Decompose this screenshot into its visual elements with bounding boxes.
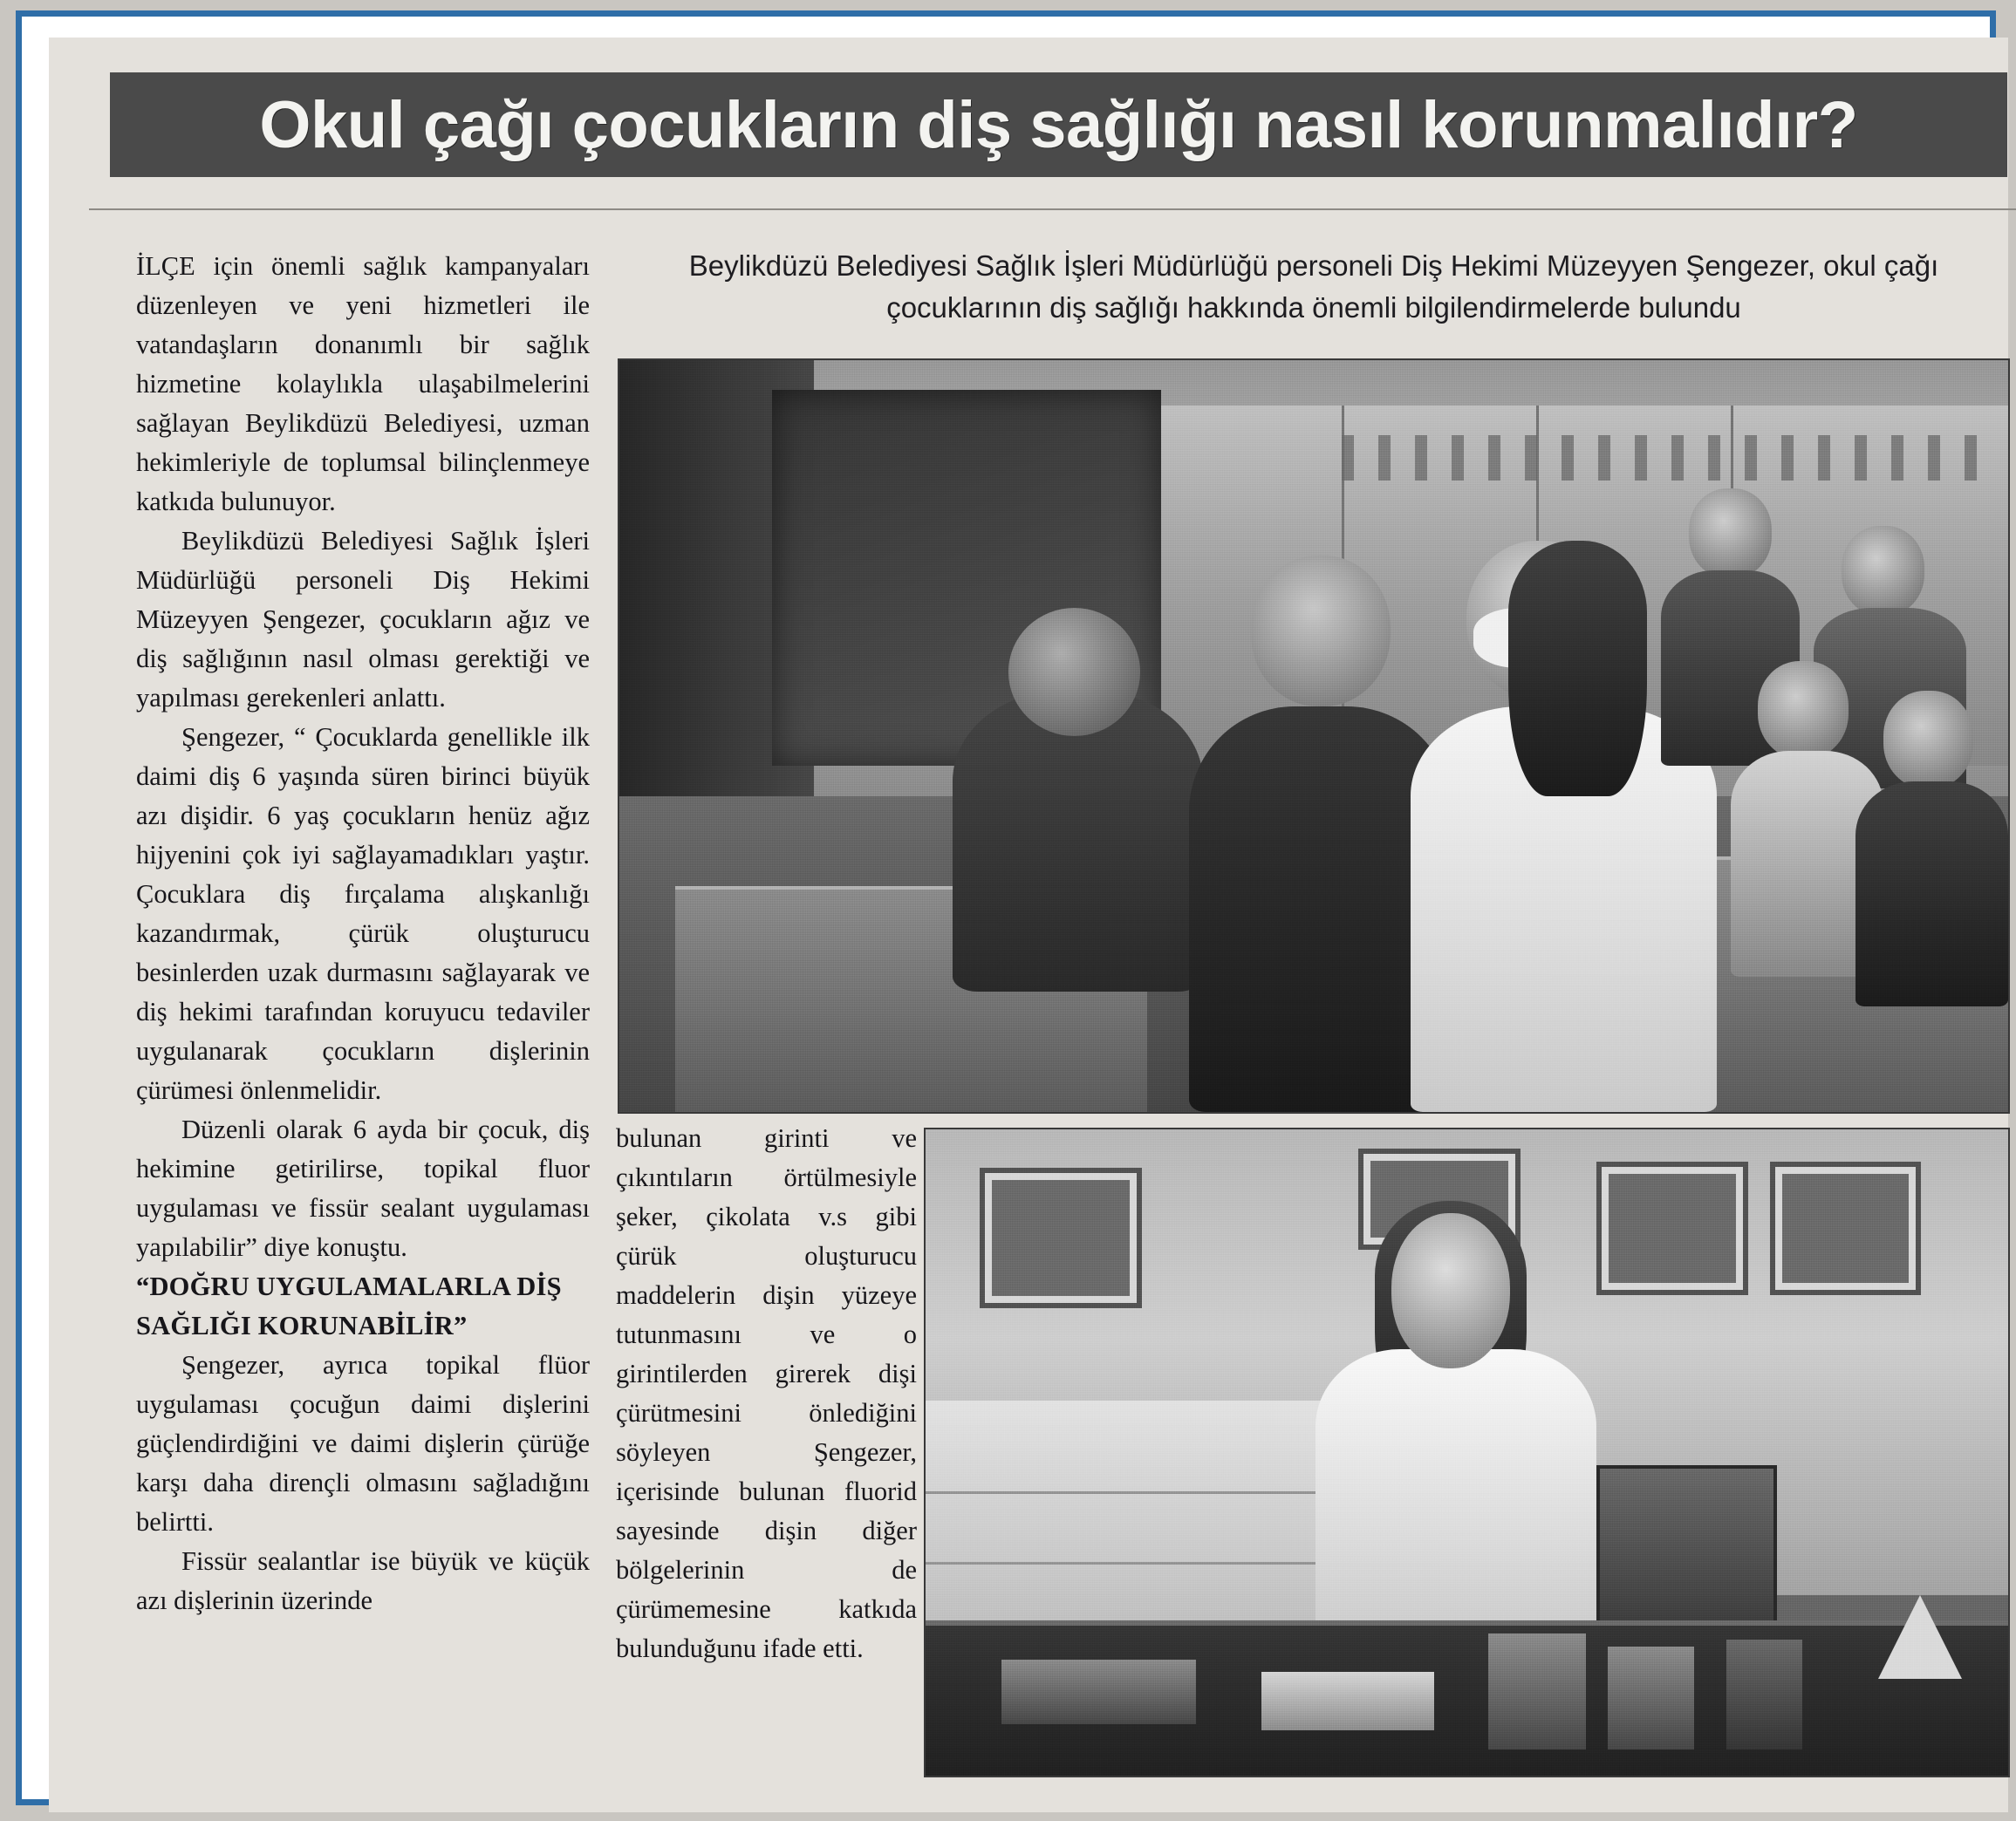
- paragraph: Şengezer, ayrıca topikal flüor uygulaması çocuğun daimi dişlerini güçlendirdiğini ve daimi dişlerin çürüğe karşı daha dirençli olmasını sağladığını belirtti.: [136, 1350, 590, 1537]
- photo-person-dentist: [1316, 1349, 1597, 1647]
- photo-desk-papers: [1261, 1672, 1435, 1730]
- photo-person-dentist-head: [1391, 1213, 1511, 1368]
- photo-dentist-portrait: [924, 1128, 2010, 1777]
- photo-monitor: [1596, 1465, 1777, 1640]
- photo-person-teacher-head: [1008, 608, 1140, 736]
- newspaper-paper: [49, 38, 2008, 1812]
- photo-desk-nameplate: [1878, 1595, 1962, 1679]
- photo-cabinet-seam: [926, 1491, 1326, 1494]
- article-left-column: [136, 247, 590, 1777]
- photo-cabinet-seam: [926, 1562, 1326, 1565]
- divider-rule: [89, 208, 2016, 210]
- photo-child: [1689, 488, 1773, 578]
- paragraph: bulunan girinti ve çıkıntıların örtülmesiyle şeker, çikolata v.s gibi çürük oluşturucu maddelerin dişin yüzeye tutunmasını ve o girintilerden girerek dişi çürütmesini önlediğini söyleyen Şengezer, içerisinde bulunan fluorid sayesinde dişin diğer bölgelerinin de çürümemesine katkıda bulunduğunu ifade etti.: [616, 1123, 917, 1663]
- photo-person-student-head: [1251, 556, 1390, 706]
- photo-wall-frame: [980, 1168, 1142, 1307]
- photo-wall-frame: [1596, 1162, 1747, 1295]
- photo-child: [1842, 526, 1925, 616]
- headline-banner: [110, 72, 2007, 177]
- page-title: Okul çağı çocukların diş sağlığı nasıl korunmalıdır?: [259, 87, 1858, 162]
- photo-dentist-hair: [1508, 541, 1647, 796]
- paragraph: Fissür sealantlar ise büyük ve küçük azı dişlerinin üzerinde: [136, 1546, 590, 1615]
- photo-child-body: [1855, 781, 2008, 1007]
- article-middle-column: [616, 1119, 917, 1782]
- photo-classroom: [618, 358, 2010, 1114]
- photo-person-teacher: [953, 691, 1203, 992]
- photo-child: [1883, 691, 1973, 788]
- paragraph: Şengezer, “ Çocuklarda genellikle ilk daimi diş 6 yaşında süren birinci büyük azı dişidir. 6 yaş çocukların henüz ağız hijyenini çok iyi sağlayamadıkları yaştır. Çocuklara diş fırçalama alışkanlığı kazandırmak, çürük oluşturucu besinlerden uzak durmasını sağlayarak ve diş hekimi tarafından koruyucu tedaviler uygulanarak çocukların dişlerinin çürümesi önlenmelidir.: [136, 722, 590, 1105]
- photo-desk-organizer: [1488, 1633, 1586, 1749]
- article-deck: Beylikdüzü Belediyesi Sağlık İşleri Müdürlüğü personeli Diş Hekimi Müzeyyen Şengezer, okul çağı çocuklarının diş sağlığı hakkında önemli bilgilendirmelerde bulundu: [688, 249, 1939, 324]
- paragraph: Beylikdüzü Belediyesi Sağlık İşleri Müdürlüğü personeli Diş Hekimi Müzeyyen Şengezer, çocukların ağız ve diş sağlığının nasıl olması gerektiği ve yapılması gerekenleri anlattı.: [136, 526, 590, 713]
- paragraph: İLÇE için önemli sağlık kampanyaları düzenleyen ve yeni hizmetleri ile vatandaşların donanımlı bir sağlık hizmetine kolaylıkla ulaşabilmelerini sağlayan Beylikdüzü Belediyesi, uzman hekimleriyle de toplumsal bilinçlenmeye katkıda bulunuyor.: [136, 251, 590, 516]
- paragraph: Düzenli olarak 6 ayda bir çocuk, diş hekimine getirilirse, topikal fluor uygulaması ve fissür sealant uygulaması yapılabilir” diye konuştu.: [136, 1115, 590, 1262]
- photo-wall-frame: [1770, 1162, 1921, 1295]
- page-border: [16, 10, 1996, 1805]
- photo-pen-holder: [1726, 1640, 1802, 1749]
- photo-desk-object: [1001, 1660, 1196, 1724]
- photo-wall-frieze: [1342, 435, 1980, 481]
- photo-desk-organizer: [1608, 1647, 1694, 1750]
- article-subheading: “DOĞRU UYGULAMALARLA DİŞ SAĞLIĞI KORUNABİLİR”: [136, 1272, 562, 1340]
- photo-child: [1758, 661, 1848, 759]
